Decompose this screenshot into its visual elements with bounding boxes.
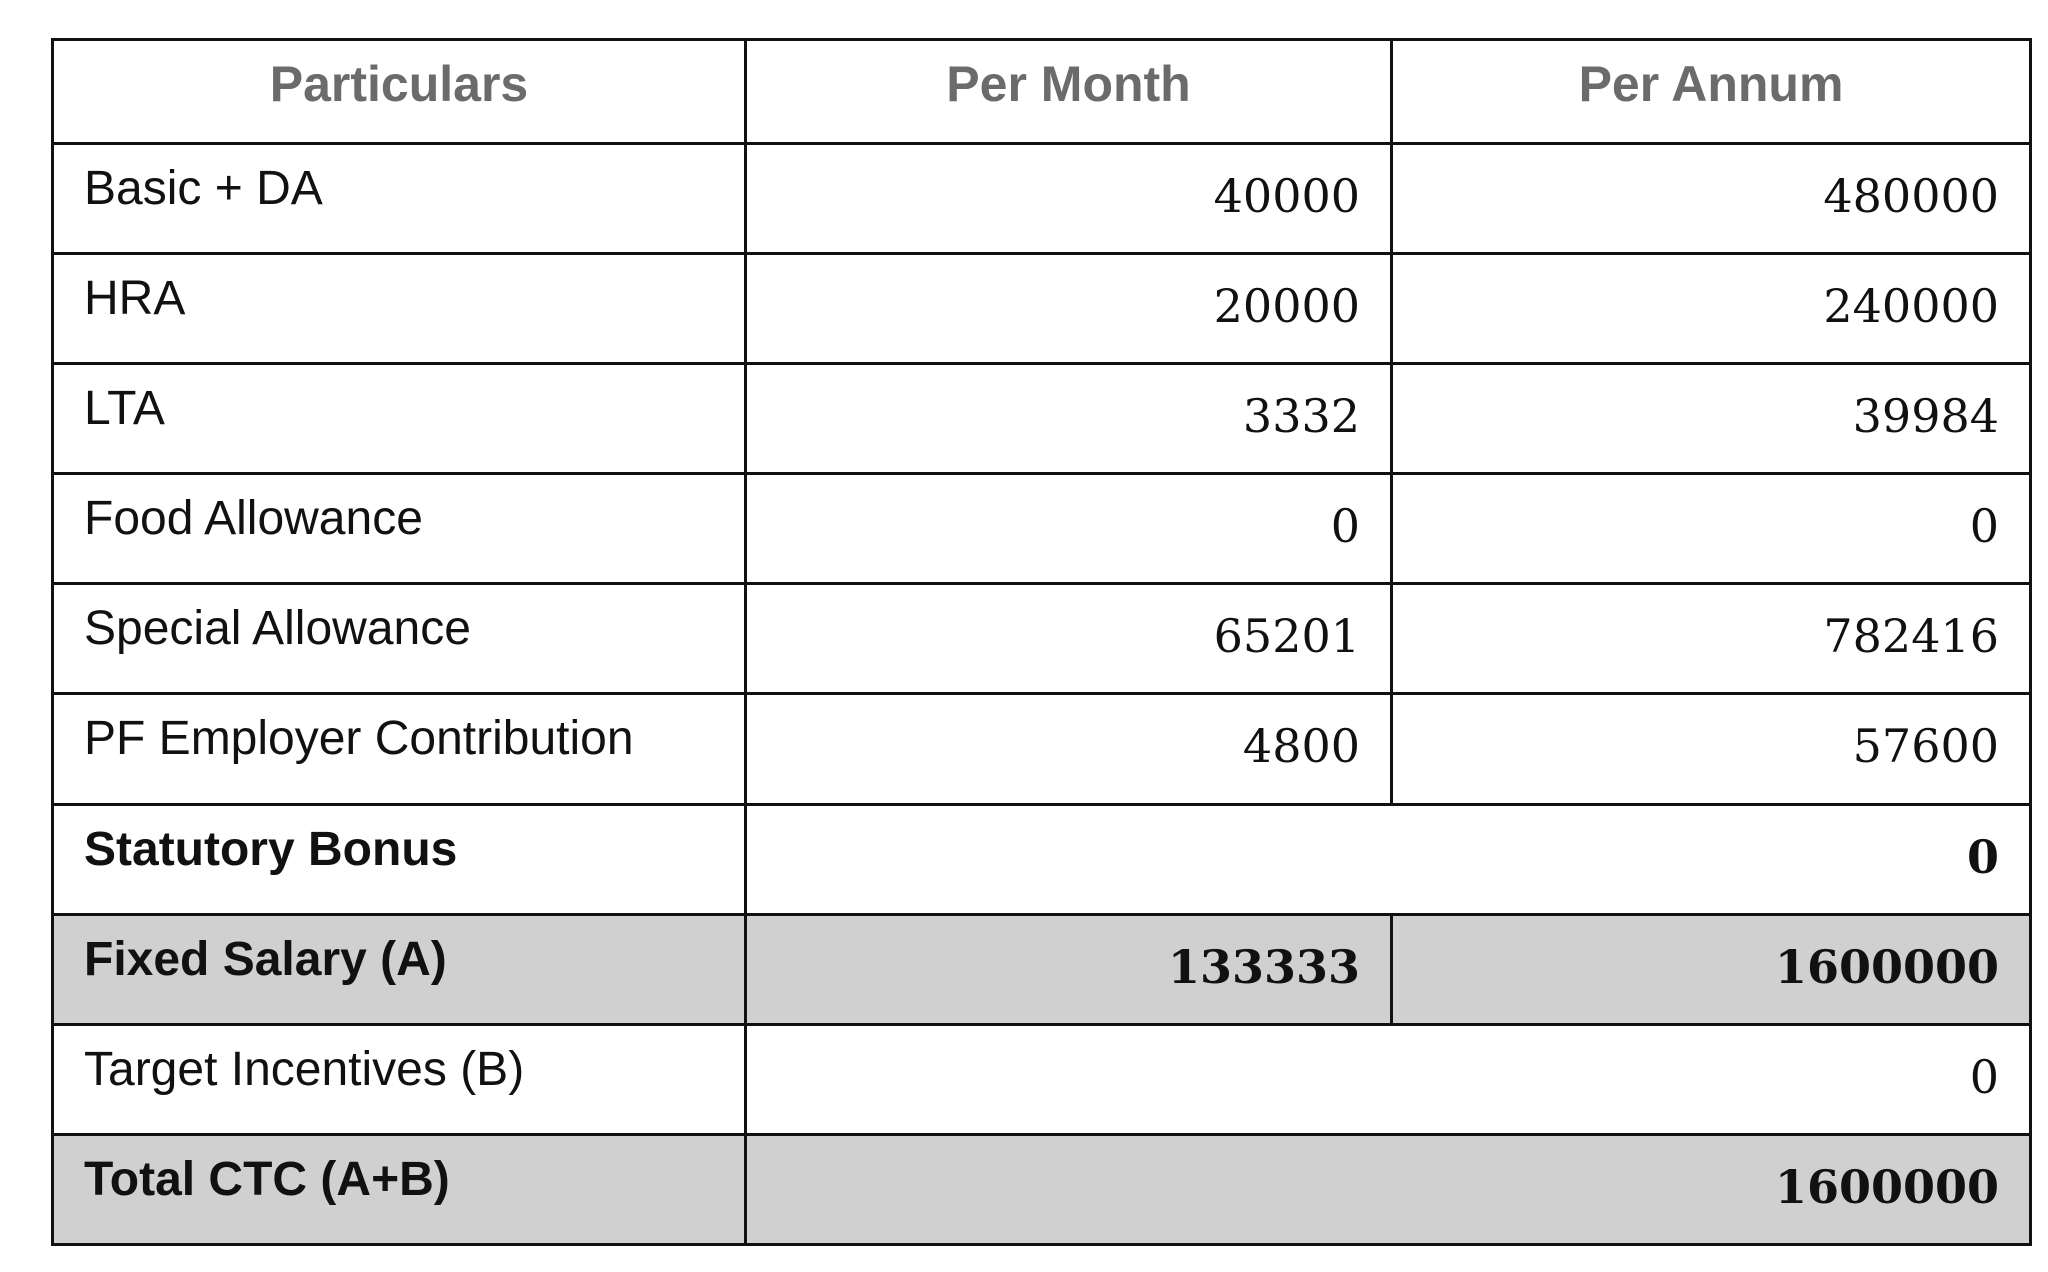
row-label: Target Incentives (B): [53, 1024, 746, 1134]
merged-value: 0: [746, 1024, 2031, 1134]
table-row-fixed-salary: [53, 914, 2031, 1024]
row-label: Basic + DA: [53, 144, 746, 254]
per-annum-value: 0: [1392, 474, 2031, 584]
row-label: Total CTC (A+B): [53, 1134, 746, 1244]
header-per-annum: Per Annum: [1392, 40, 2031, 144]
merged-value: 1600000: [746, 1134, 2031, 1244]
table-row-target-incentives: [53, 1024, 2031, 1134]
per-month-value: 3332: [746, 364, 1392, 474]
per-month-value: 4800: [746, 694, 1392, 804]
header-per-month: Per Month: [746, 40, 1392, 144]
table-row-lta: [53, 364, 2031, 474]
ctc-table-container: [51, 38, 2029, 1246]
per-month-value: 133333: [746, 914, 1392, 1024]
per-month-value: 65201: [746, 584, 1392, 694]
table-row-special-allowance: [53, 584, 2031, 694]
row-label: Fixed Salary (A): [53, 914, 746, 1024]
row-label: PF Employer Contribution: [53, 694, 746, 804]
per-annum-value: 782416: [1392, 584, 2031, 694]
table-row-hra: [53, 254, 2031, 364]
salary-breakdown-table: [51, 38, 2032, 1246]
per-annum-value: 1600000: [1392, 914, 2031, 1024]
per-annum-value: 240000: [1392, 254, 2031, 364]
per-month-value: 0: [746, 474, 1392, 584]
row-label: Food Allowance: [53, 474, 746, 584]
per-annum-value: 39984: [1392, 364, 2031, 474]
per-month-value: 40000: [746, 144, 1392, 254]
table-row-food-allowance: [53, 474, 2031, 584]
row-label: Statutory Bonus: [53, 804, 746, 914]
per-annum-value: 480000: [1392, 144, 2031, 254]
per-month-value: 20000: [746, 254, 1392, 364]
table-row-pf-employer-contribution: [53, 694, 2031, 804]
merged-value: 0: [746, 804, 2031, 914]
row-label: Special Allowance: [53, 584, 746, 694]
row-label: LTA: [53, 364, 746, 474]
per-annum-value: 57600: [1392, 694, 2031, 804]
table-row-total-ctc: [53, 1134, 2031, 1244]
row-label: HRA: [53, 254, 746, 364]
header-particulars: Particulars: [53, 40, 746, 144]
table-row-basic-da: [53, 144, 2031, 254]
table-row-statutory-bonus: [53, 804, 2031, 914]
table-header-row: [53, 40, 2031, 144]
